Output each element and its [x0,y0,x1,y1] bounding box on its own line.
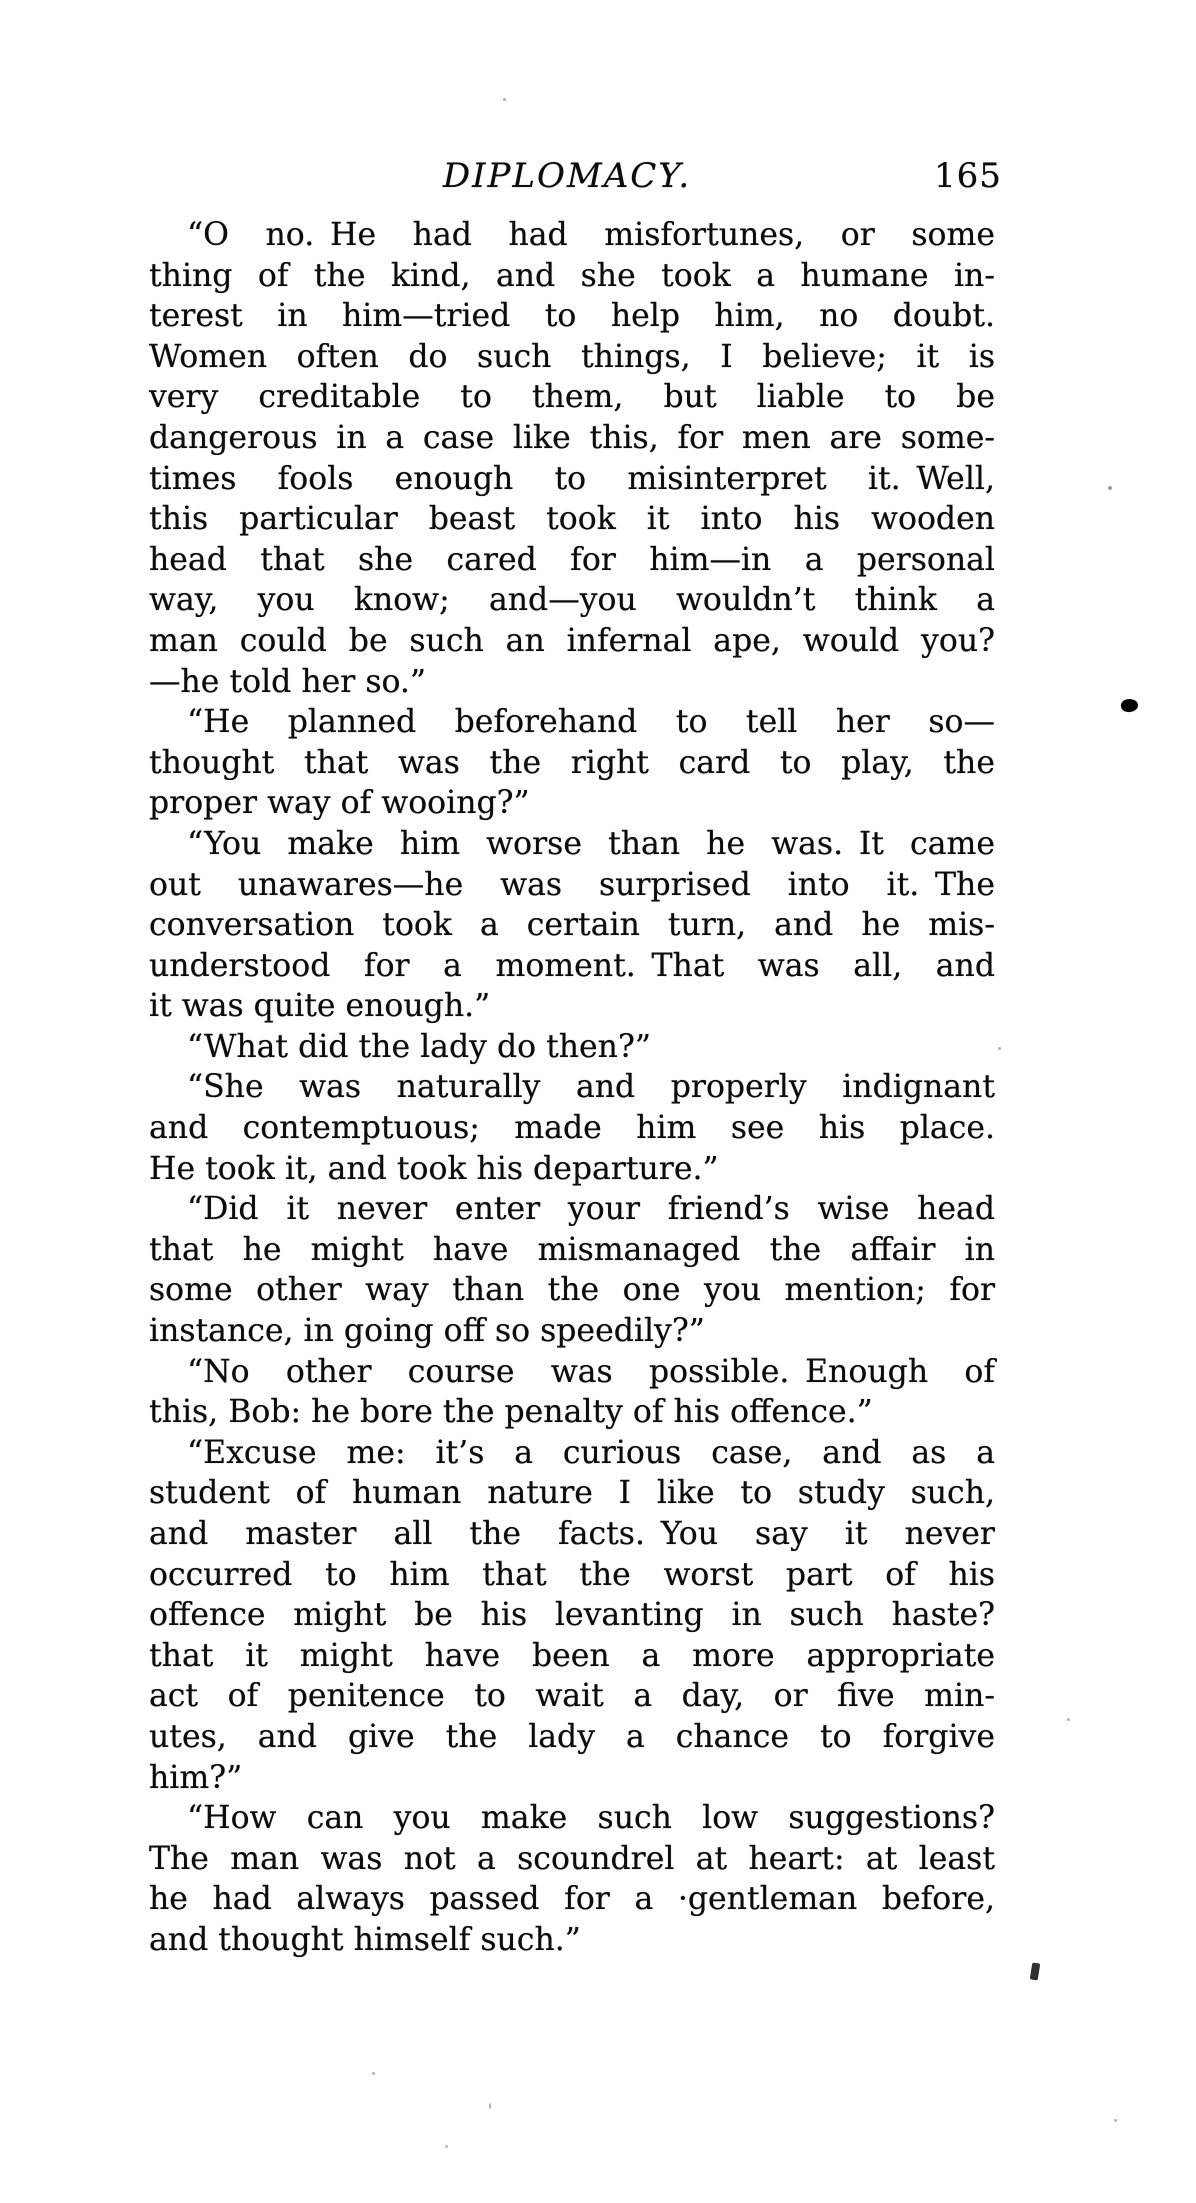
text-line: and thought himself such.” [149,1921,581,1958]
text-line: offence might be his levanting in such haste? [149,1597,995,1634]
ink-speck [1030,1962,1041,1980]
text-line: “He planned beforehand to tell her so— [187,704,995,741]
text-line: understood for a moment. That was all, and [149,947,995,984]
text-line: and contemptuous; made him see his place. [149,1110,995,1147]
text-line: terest in him—tried to help him, no doubt. [149,298,995,335]
text-line: thing of the kind, and she took a humane in- [149,257,995,294]
scan-speck-dot [503,98,506,101]
text-line: “She was naturally and properly indignant [187,1069,995,1106]
text-line: He took it, and took his departure.” [149,1150,719,1187]
body-text [149,215,995,1961]
text-line: he had always passed for a ·gentleman before, [149,1881,995,1918]
text-line: The man was not a scoundrel at heart: at least [149,1840,995,1877]
text-line: “Excuse me: it’s a curious case, and as a [187,1434,995,1471]
page-number: 165 [934,156,1002,196]
text-line: conversation took a certain turn, and he mis- [149,907,995,944]
scan-speck-dot [489,2103,491,2109]
scan-speck-dot [372,2072,375,2075]
text-line: some other way than the one you mention; for [149,1272,995,1309]
text-line: head that she cared for him—in a personal [149,541,995,578]
text-line: this particular beast took it into his wooden [149,501,995,538]
text-line: —he told her so.” [149,663,427,700]
text-line: proper way of wooing?” [149,785,530,822]
text-line: “No other course was possible. Enough of [187,1353,995,1390]
text-line: it was quite enough.” [149,988,491,1025]
text-line: “What did the lady do then?” [187,1028,651,1065]
text-line: utes, and give the lady a chance to forgive [149,1718,995,1755]
text-line: dangerous in a case like this, for men are some- [149,419,995,456]
page-header-title: DIPLOMACY. [442,156,692,196]
text-line: student of human nature I like to study such, [149,1475,995,1512]
ink-blot [1120,698,1138,713]
text-line: out unawares—he was surprised into it. The [149,866,995,903]
text-line: “You make him worse than he was. It came [187,825,995,862]
scan-speck-dot [1114,2119,1117,2122]
text-line: man could be such an infernal ape, would you? [149,622,995,659]
scan-speck-dot [1108,486,1112,490]
text-line: that he might have mismanaged the affair in [149,1231,995,1268]
text-line: “Did it never enter your friend’s wise head [187,1191,995,1228]
text-line: that it might have been a more appropriate [149,1637,995,1674]
text-line: act of penitence to wait a day, or five min- [149,1678,995,1715]
text-line: this, Bob: he bore the penalty of his offence.” [149,1394,873,1431]
scan-speck-dot [445,2145,448,2148]
text-line: very creditable to them, but liable to be [149,379,995,416]
scan-speck-dot [998,1047,1001,1050]
text-line: “O no. He had had misfortunes, or some [187,217,995,253]
text-line: Women often do such things, I believe; it is [149,338,995,375]
text-line: way, you know; and—you wouldn’t think a [149,582,995,619]
text-line: occurred to him that the worst part of his [149,1556,995,1593]
text-line: instance, in going off so speedily?” [149,1313,705,1350]
text-line: “How can you make such low suggestions? [187,1800,995,1837]
scan-speck-dot [1067,1718,1070,1721]
text-line: thought that was the right card to play, the [149,744,995,781]
text-line: him?” [149,1759,243,1796]
text-line: and master all the facts. You say it never [149,1516,995,1552]
text-line: times fools enough to misinterpret it. Well, [149,460,995,497]
